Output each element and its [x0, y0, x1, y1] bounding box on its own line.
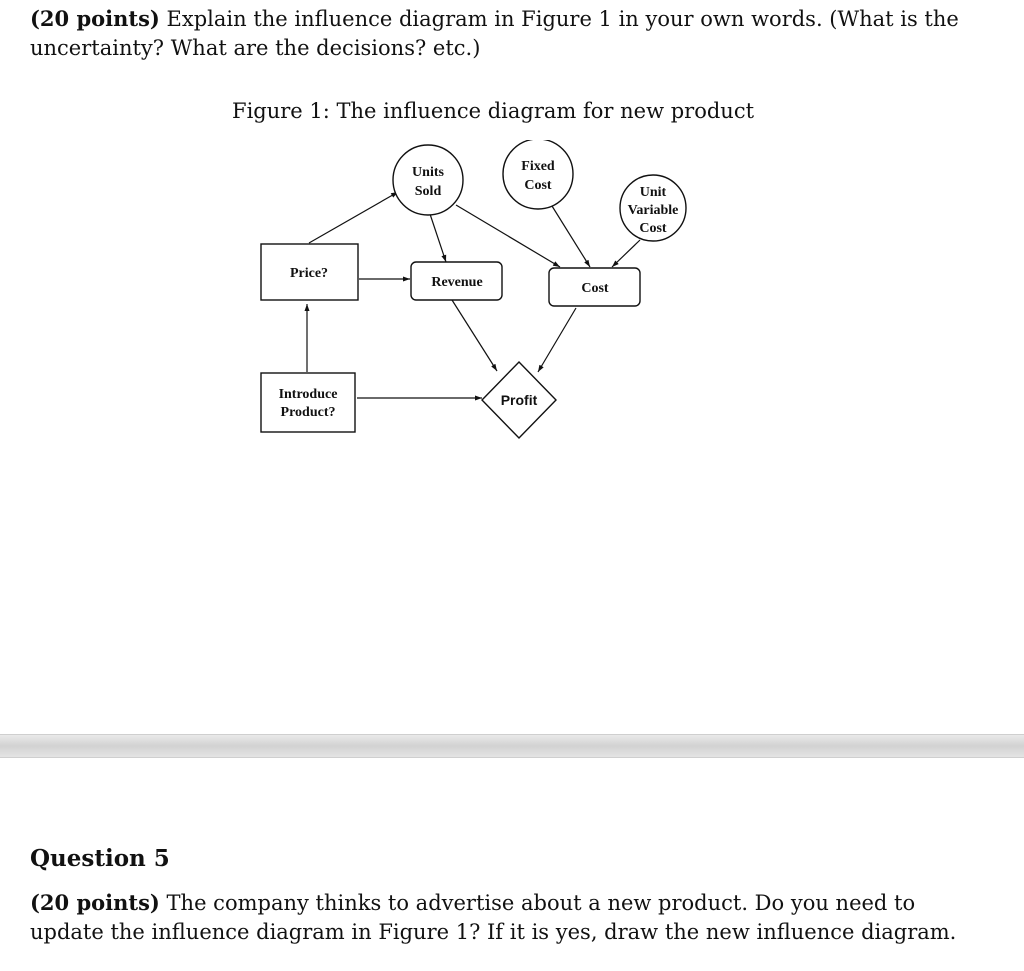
- introduce-product-label-1: Introduce: [278, 387, 338, 402]
- question-5-body: The company thinks to advertise about a new product. Do you need to update the influence diagram in Figure 1? If it is yes, draw the new influence diagram.: [30, 891, 957, 944]
- node-price: [261, 244, 358, 300]
- question-5-text: [30, 888, 990, 947]
- price-label: Price?: [289, 266, 329, 281]
- question-4-body: Explain the influence diagram in Figure 1 in your own words. (What is the uncertainty? What are the decisions? etc.): [30, 7, 959, 60]
- node-fixed-cost: [503, 140, 573, 209]
- unit-variable-cost-label-2: Variable: [627, 203, 679, 218]
- fixed-cost-label-2: Cost: [524, 178, 552, 193]
- influence-diagram: [0, 140, 1024, 450]
- arrow-unit-variable-cost-to-cost: [612, 240, 640, 267]
- units-sold-label-1: Units: [412, 165, 444, 180]
- arrow-revenue-to-profit: [452, 300, 497, 371]
- node-revenue: [411, 262, 502, 300]
- node-introduce-product: [261, 373, 355, 432]
- figure-caption: Figure 1: The influence diagram for new product: [232, 99, 755, 123]
- node-units-sold: [393, 145, 463, 215]
- profit-label: Profit: [500, 392, 538, 408]
- question-4-points: (20 points): [30, 6, 160, 31]
- introduce-product-label-2: Product?: [280, 405, 336, 420]
- unit-variable-cost-label-1: Unit: [639, 185, 667, 200]
- unit-variable-cost-label-3: Cost: [639, 221, 667, 236]
- cost-label: Cost: [581, 281, 609, 296]
- arrow-price-to-units-sold: [309, 192, 398, 243]
- arrow-units-sold-to-revenue: [430, 214, 446, 262]
- node-profit: [482, 362, 556, 438]
- question-4-text: [30, 4, 990, 63]
- question-5-points: (20 points): [30, 890, 160, 915]
- page-divider: [0, 734, 1024, 758]
- arrow-units-sold-to-cost: [456, 205, 560, 267]
- revenue-label: Revenue: [431, 275, 483, 290]
- arrow-fixed-cost-to-cost: [552, 206, 590, 267]
- node-unit-variable-cost: [620, 175, 686, 241]
- arrow-cost-to-profit: [538, 308, 576, 372]
- units-sold-label-2: Sold: [414, 184, 442, 199]
- node-cost: [549, 268, 640, 306]
- fixed-cost-label-1: Fixed: [521, 159, 555, 174]
- question-5-heading: Question 5: [30, 845, 170, 872]
